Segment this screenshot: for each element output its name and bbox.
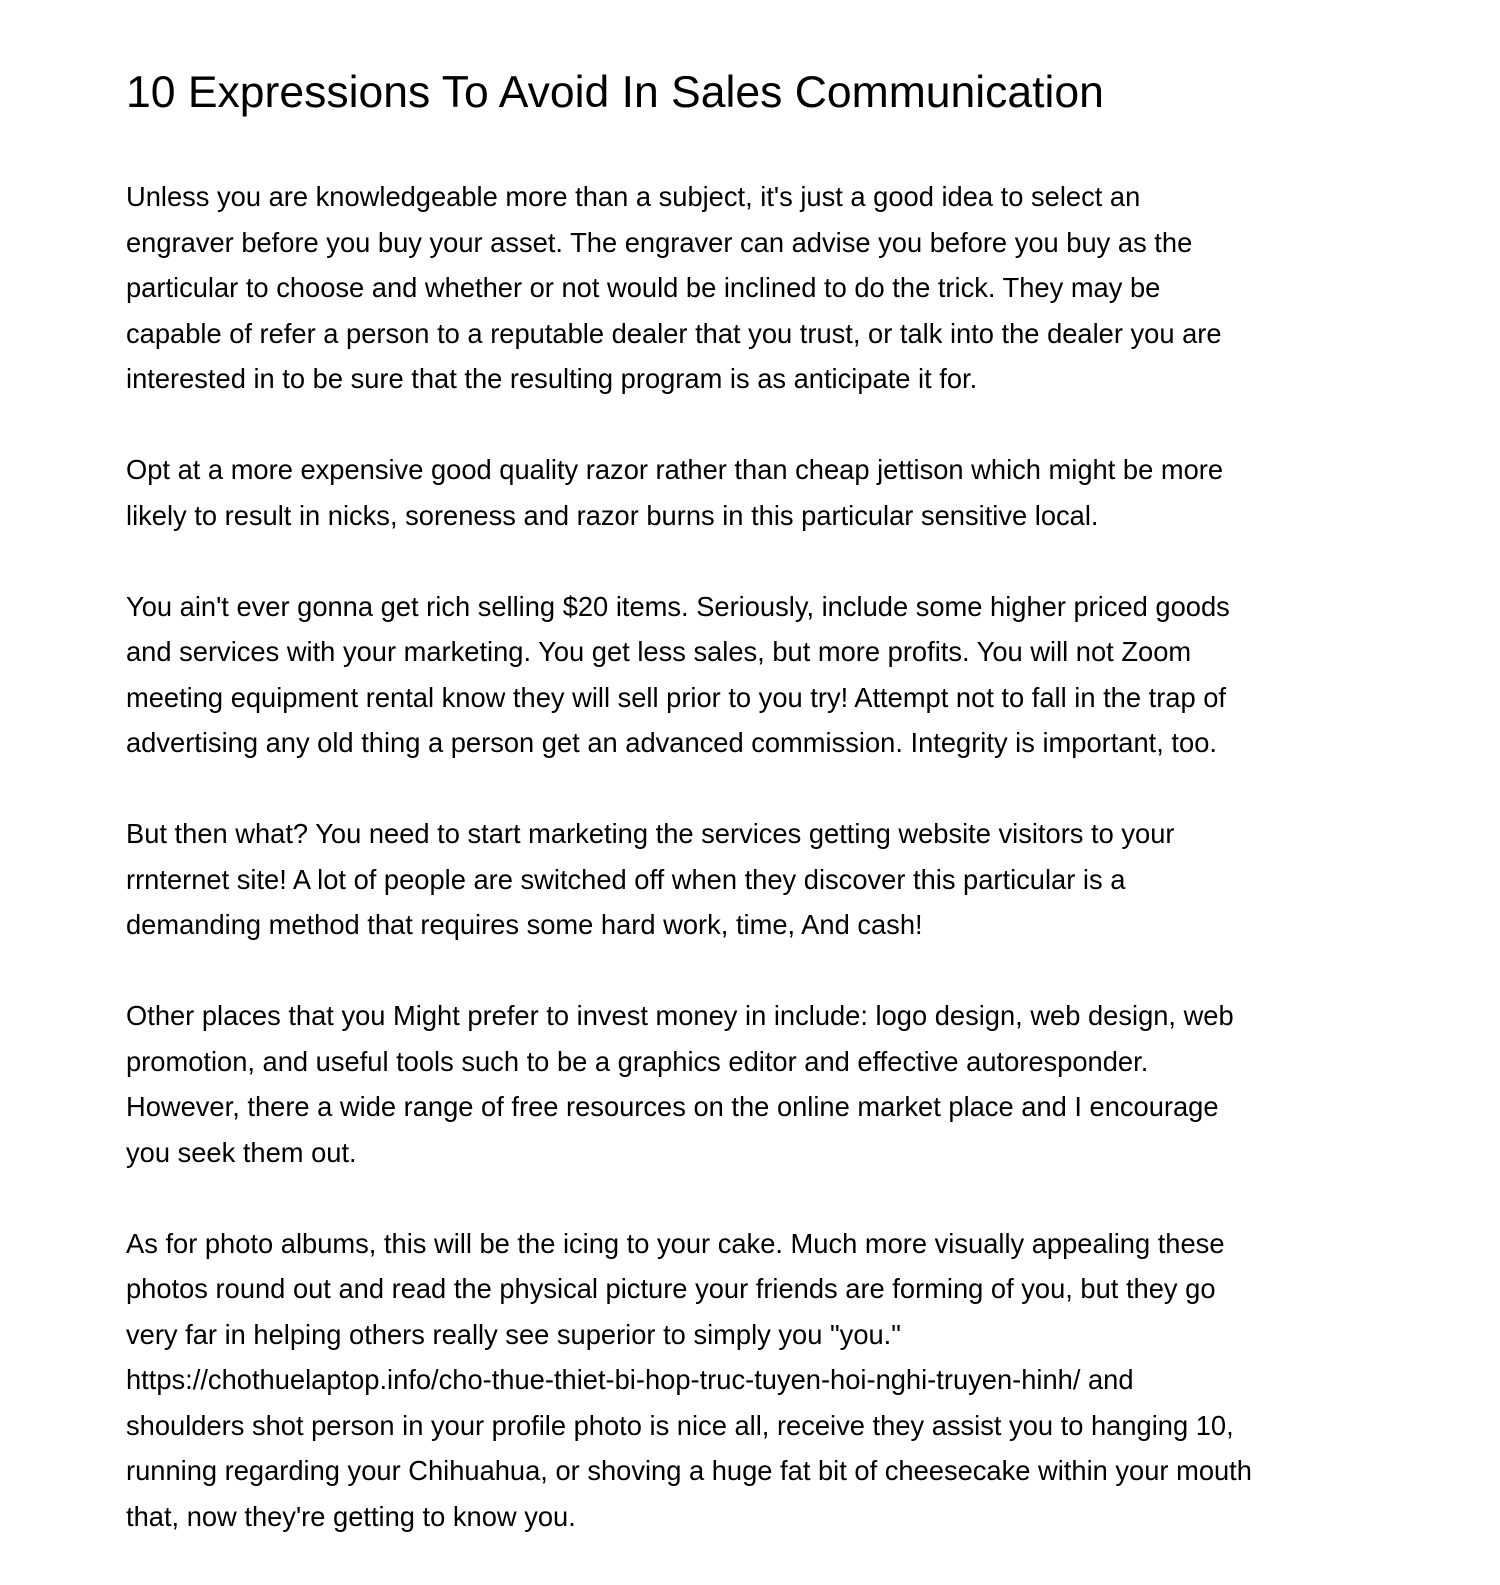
text-line: particular to choose and whether or not would be inclined to do the trick. They may be (126, 272, 1161, 303)
paragraph-2 (126, 447, 1381, 538)
text-line: shoulders shot person in your profile photo is nice all, receive they assist you to hanging 10, (126, 1409, 1234, 1441)
text-line: photos round out and read the physical picture your friends are forming of you, but they go (126, 1273, 1216, 1304)
text-line: likely to result in nicks, soreness and razor burns in this particular sensitive local. (126, 499, 1099, 531)
text-line: However, there a wide range of free resources on the online market place and I encourage (126, 1091, 1219, 1122)
text-line: promotion, and useful tools such to be a graphics editor and effective autoresponder. (126, 1045, 1149, 1077)
text-line: very far in helping others really see superior to simply you "you." (126, 1318, 901, 1350)
text-line: interested in to be sure that the resulting program is as anticipate it for. (126, 363, 978, 394)
text-line: meeting equipment rental know they will sell prior to you try! Attempt not to fall in the trap of (126, 681, 1227, 713)
paragraph-4 (126, 811, 1381, 948)
paragraph-1 (126, 174, 1381, 402)
text-line: Opt at a more expensive good quality razor rather than cheap jettison which might be more (126, 454, 1224, 485)
text-line: rrnternet site! A lot of people are switched off when they discover this particular is a (126, 863, 1126, 895)
text-line: As for photo albums, this will be the icing to your cake. Much more visually appealing these (126, 1227, 1225, 1259)
text-line: advertising any old thing a person get an advanced commission. Integrity is important, too. (126, 727, 1217, 758)
text-line: and services with your marketing. You get less sales, but more profits. You will not Zoom (126, 636, 1192, 667)
document-content (126, 64, 1381, 1585)
text-line: Other places that you Might prefer to invest money in include: logo design, web design, web (126, 1000, 1234, 1031)
document-title: 10 Expressions To Avoid In Sales Communication (126, 68, 1104, 117)
paragraph-3 (126, 584, 1381, 766)
text-line: https://chothuelaptop.info/cho-thue-thiet-bi-hop-truc-tuyen-hoi-nghi-truyen-hinh/ and (126, 1364, 1134, 1395)
text-line: that, now they're getting to know you. (126, 1500, 576, 1532)
text-line: running regarding your Chihuahua, or shoving a huge fat bit of cheesecake within your mouth (126, 1455, 1252, 1486)
text-line: But then what? You need to start marketing the services getting website visitors to your (126, 818, 1175, 849)
paragraph-6 (126, 1221, 1381, 1540)
text-line: Unless you are knowledgeable more than a subject, it's just a good idea to select an (126, 181, 1141, 212)
text-line: you seek them out. (126, 1136, 357, 1168)
text-line: demanding method that requires some hard work, time, And cash! (126, 909, 923, 940)
document-body (126, 174, 1381, 1539)
paragraph-5 (126, 993, 1381, 1175)
text-line: You ain't ever gonna get rich selling $20 items. Seriously, include some higher priced goods (126, 590, 1230, 622)
text-line: capable of refer a person to a reputable dealer that you trust, or talk into the dealer you are (126, 317, 1222, 349)
text-line: engraver before you buy your asset. The engraver can advise you before you buy as the (126, 226, 1193, 258)
